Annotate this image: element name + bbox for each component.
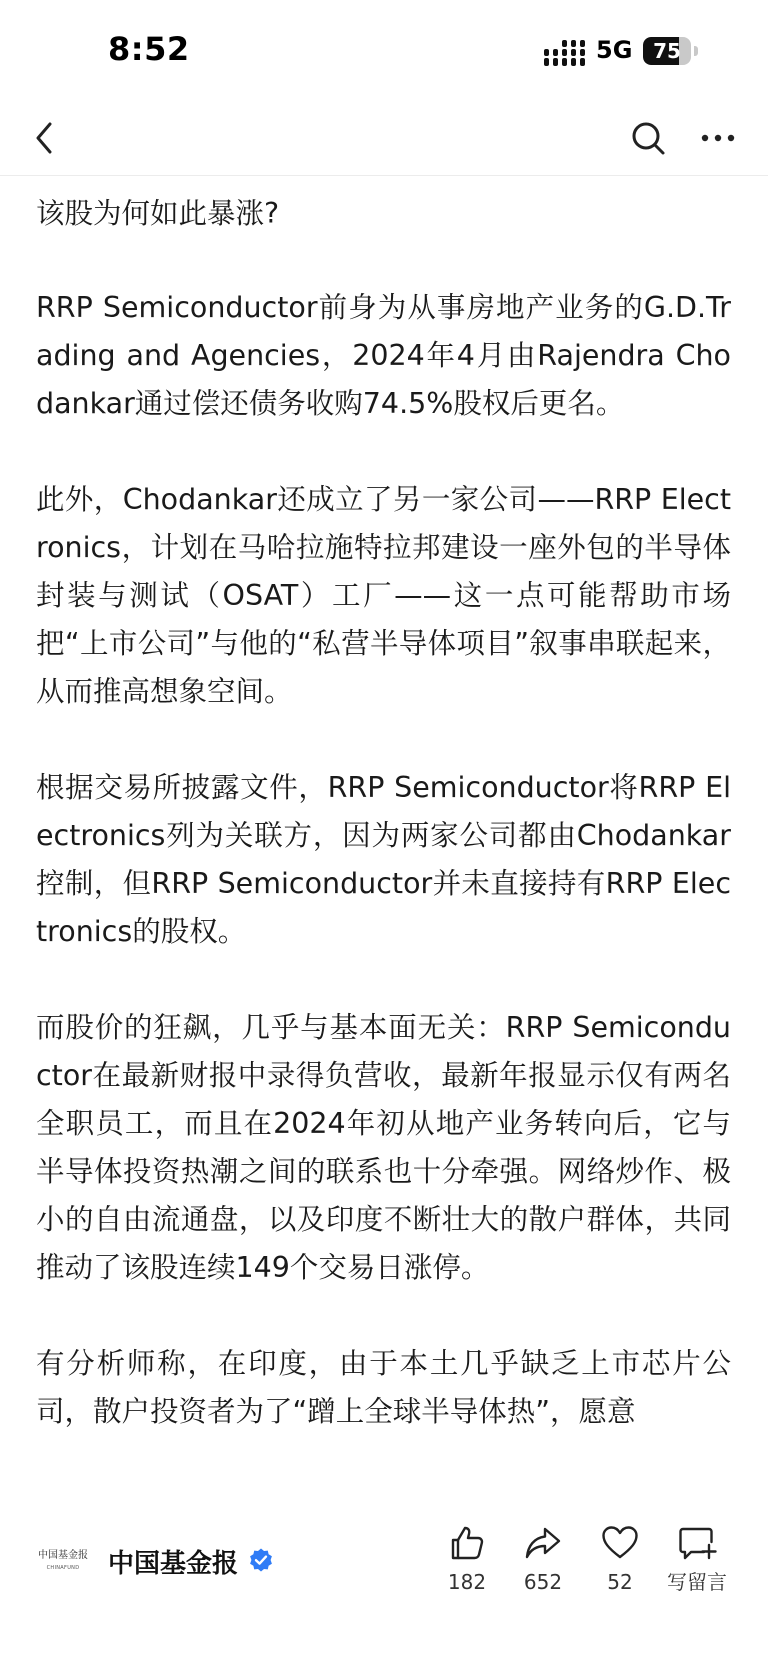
article-paragraph: RRP Semiconductor前身为从事房地产业务的G.D.Trading and Agencies，2024年4月由Rajendra Chodankar通过偿还债务收购74.5%股权后更名。 — [36, 291, 731, 420]
battery-icon — [643, 37, 699, 65]
bottom-action-bar — [0, 1505, 768, 1665]
share-count: 652 — [523, 1570, 563, 1594]
heart-icon — [600, 1523, 640, 1563]
status-time: 8:52 — [108, 30, 190, 68]
article-paragraph: 此外，Chodankar还成立了另一家公司——RRP Electronics，计划在马哈拉施特拉邦建设一座外包的半导体封装与测试（OSAT）工厂——这一点可能帮助市场把“上市公司”与他的“私营半导体项目”叙事串联起来，从而推高想象空间。 — [36, 483, 731, 708]
like-count: 182 — [447, 1570, 487, 1594]
favorite-count: 52 — [607, 1570, 633, 1594]
more-button[interactable] — [694, 114, 742, 162]
like-button[interactable] — [427, 1523, 507, 1607]
write-comment-button[interactable] — [657, 1523, 737, 1607]
back-button[interactable] — [22, 114, 70, 162]
nav-bar — [0, 100, 768, 176]
verified-badge-icon — [248, 1547, 274, 1573]
share-button[interactable] — [503, 1523, 583, 1607]
status-bar — [0, 0, 768, 100]
network-type: 5G — [596, 36, 633, 64]
article-body — [36, 190, 731, 1505]
favorite-button[interactable] — [580, 1523, 660, 1607]
search-button[interactable] — [624, 114, 672, 162]
battery-percent: 75 — [653, 39, 681, 63]
source-logo[interactable] — [36, 1548, 90, 1578]
signal-strength-icon — [544, 38, 586, 66]
article-paragraph: 根据交易所披露文件，RRP Semiconductor将RRP Electronics列为关联方，因为两家公司都由Chodankar控制，但RRP Semiconductor并未直接持有RRP Electronics的股权。 — [36, 771, 731, 948]
chevron-left-icon — [22, 114, 70, 162]
source-logo-en: CHINAFUND — [46, 1565, 80, 1571]
share-arrow-icon — [523, 1523, 563, 1563]
write-comment-label: 写留言 — [667, 1570, 727, 1594]
article-paragraph-question: 该股为何如此暴涨? — [36, 197, 280, 230]
thumbs-up-icon — [447, 1523, 487, 1563]
source-name[interactable]: 中国基金报 — [108, 1549, 239, 1579]
source-logo-text: 中国基金报 — [38, 1550, 88, 1561]
article-paragraph: 有分析师称，在印度，由于本土几乎缺乏上市芯片公司，散户投资者为了“蹭上全球半导体热”，愿意 — [36, 1347, 731, 1428]
more-dots-icon — [694, 114, 742, 162]
comment-add-icon — [677, 1523, 717, 1563]
article-paragraph: 而股价的狂飙，几乎与基本面无关：RRP Semiconductor在最新财报中录得负营收，最新年报显示仅有两名全职员工，而且在2024年初从地产业务转向后，它与半导体投资热潮之间的联系也十分牵强。网络炒作、极小的自由流通盘，以及印度不断壮大的散户群体，共同推动了该股连续149个交易日涨停。 — [36, 1011, 731, 1284]
search-icon — [624, 114, 672, 162]
